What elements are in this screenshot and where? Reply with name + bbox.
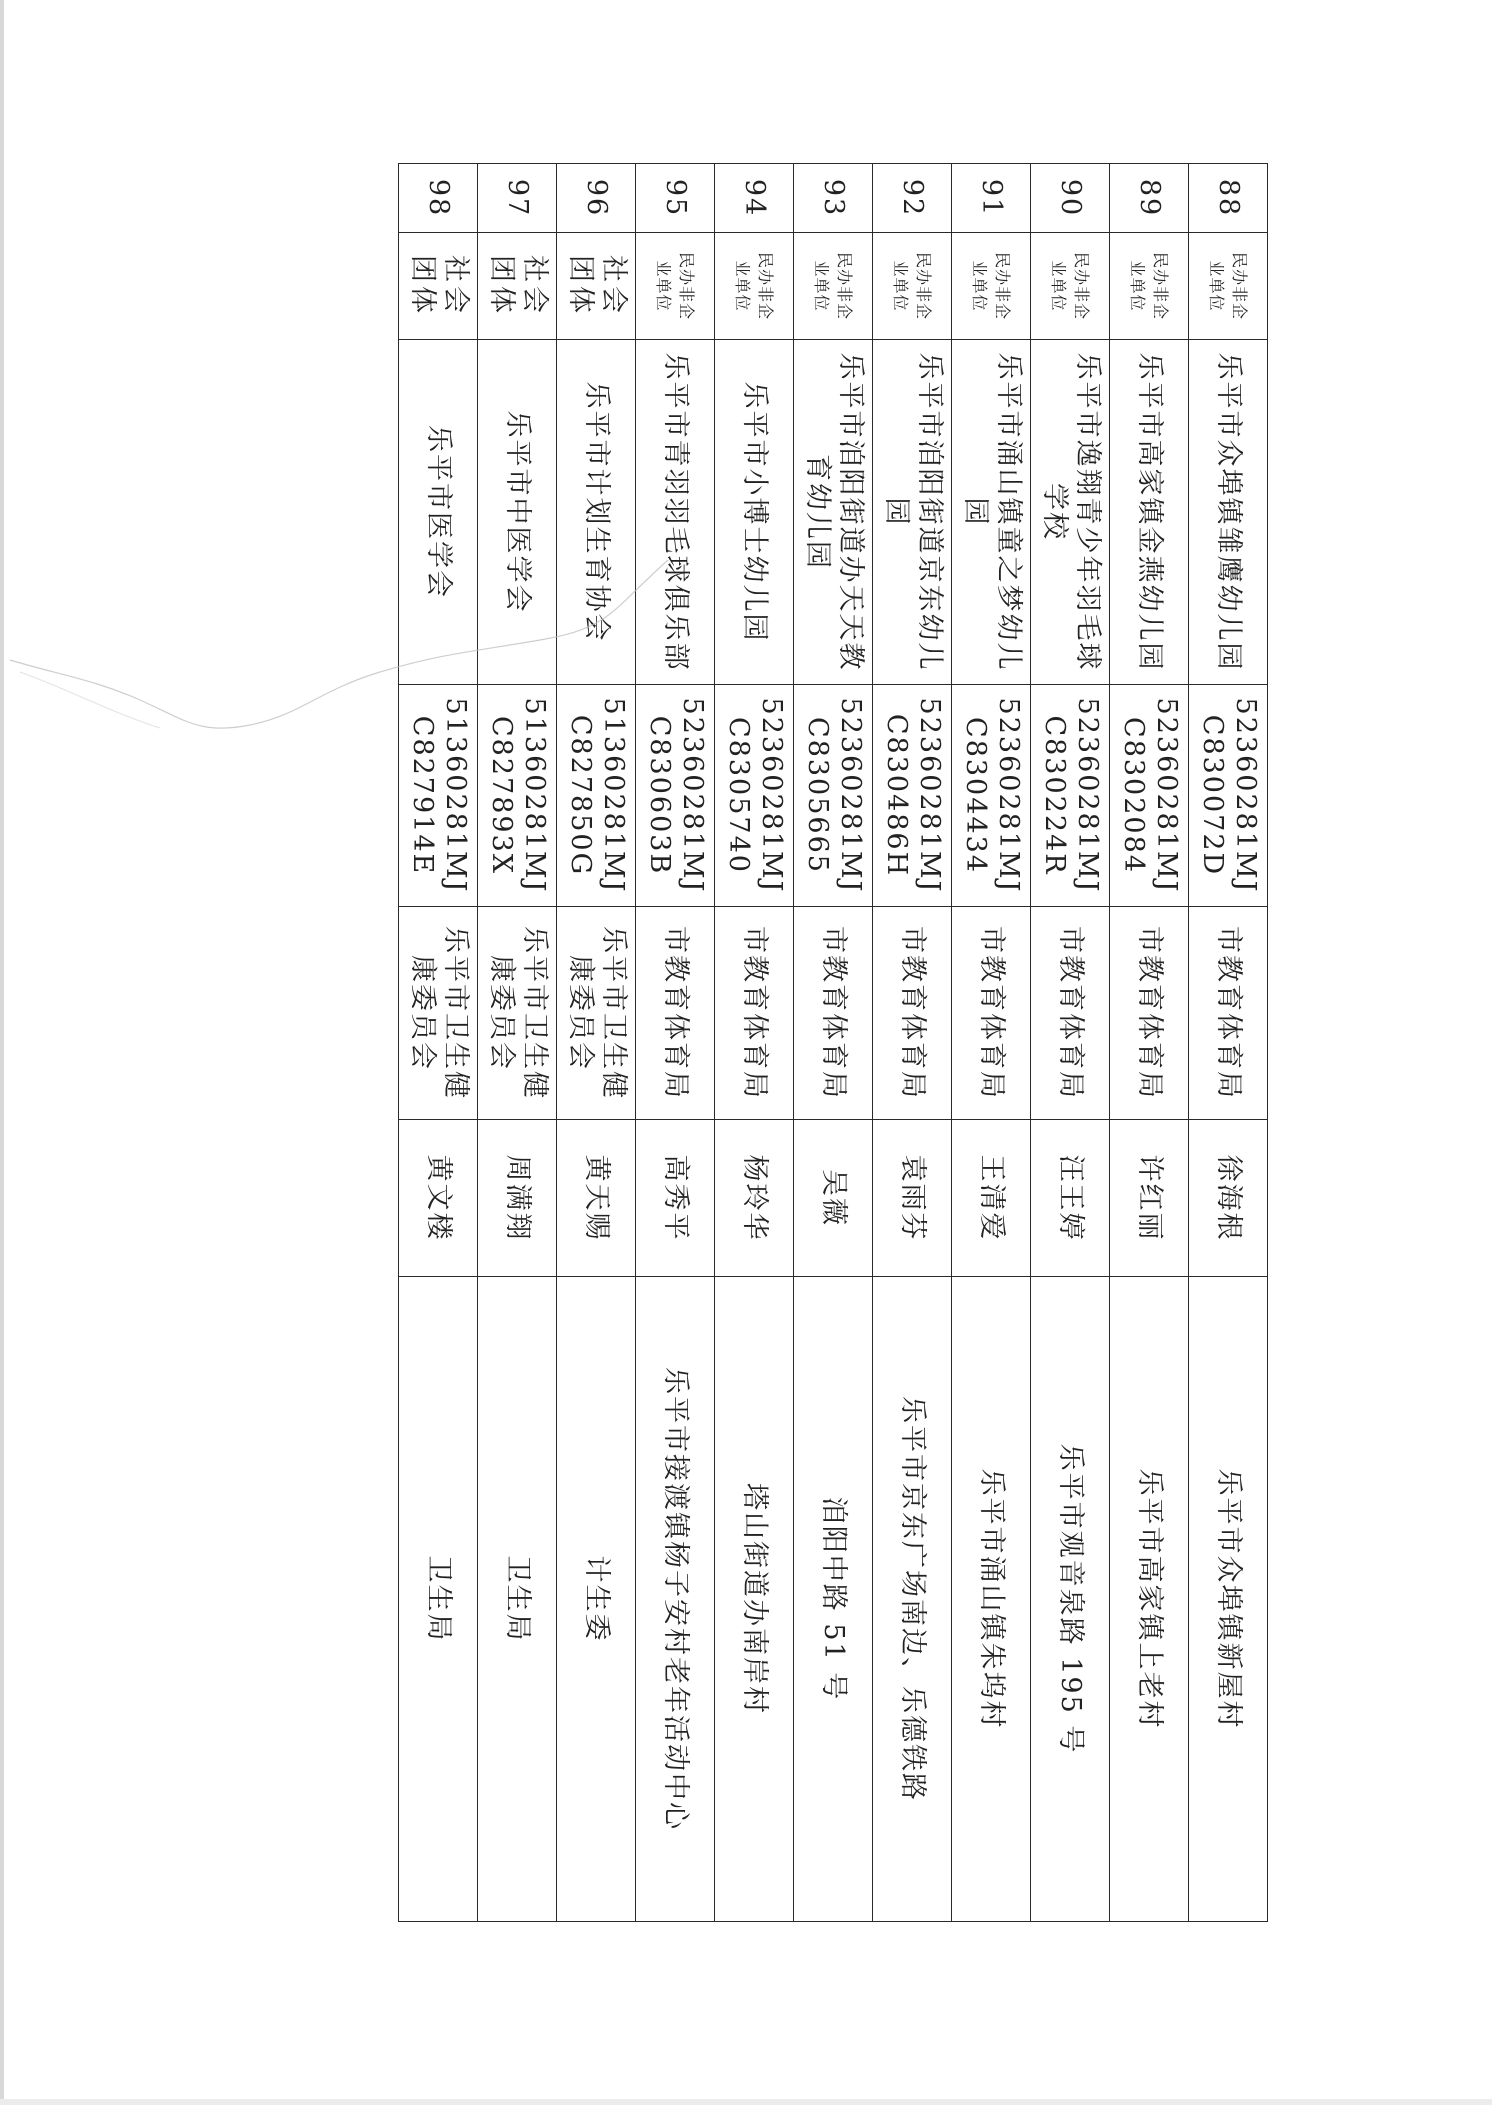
org-type-line: 民办非企: [1151, 251, 1171, 320]
credit-code-cell: 52360281MJC830603B: [636, 685, 715, 907]
table-row: [1110, 164, 1189, 1922]
org-type-cell: [794, 233, 873, 340]
credit-code-cell: 52360281MJC830072D: [1189, 685, 1268, 907]
legal-representative-cell: 杨玲华: [715, 1120, 794, 1277]
table-row: [557, 164, 636, 1922]
org-type-cell: [1110, 233, 1189, 340]
table-row: [873, 164, 952, 1922]
rotated-page: [398, 163, 1268, 1922]
org-name-cell: 乐平市中医学会: [478, 340, 557, 685]
address-cell: 乐平市接渡镇杨子安村老年活动中心: [636, 1277, 715, 1922]
credit-code-cell: 52360281MJC8304434: [952, 685, 1031, 907]
org-type-cell: [1189, 233, 1268, 340]
row-number-cell: 92: [873, 164, 952, 233]
org-name-cell: 乐平市众埠镇雏鹰幼儿园: [1189, 340, 1268, 685]
org-type-line: 业单位: [1207, 260, 1226, 312]
org-type-line: 业单位: [1049, 260, 1068, 312]
supervising-agency-cell: 市教育体育局: [1110, 907, 1189, 1120]
row-number-cell: 95: [636, 164, 715, 233]
org-name-cell: 乐平市青羽羽毛球俱乐部: [636, 340, 715, 685]
org-type-line: 民办非企: [677, 251, 697, 320]
org-type-cell: [478, 233, 557, 340]
credit-code-cell: 52360281MJC830224R: [1031, 685, 1110, 907]
table-row: [636, 164, 715, 1922]
supervising-agency-cell: 市教育体育局: [1031, 907, 1110, 1120]
supervising-agency-cell: 乐平市卫生健康委员会: [557, 907, 636, 1120]
org-type-line: 社会: [518, 255, 550, 317]
legal-representative-cell: 黄文楼: [399, 1120, 478, 1277]
credit-code-cell: 51360281MJC827914E: [399, 685, 478, 907]
supervising-agency-cell: 市教育体育局: [794, 907, 873, 1120]
scan-bottom-edge: [0, 2099, 1492, 2105]
org-type-line: 业单位: [654, 260, 673, 312]
table-row: [1189, 164, 1268, 1922]
row-number-cell: 90: [1031, 164, 1110, 233]
legal-representative-cell: 周满翔: [478, 1120, 557, 1277]
supervising-agency-cell: 市教育体育局: [636, 907, 715, 1120]
org-name-cell: 乐平市医学会: [399, 340, 478, 685]
org-name-cell: 乐平市小博士幼儿园: [715, 340, 794, 685]
org-type-line: 团体: [407, 255, 438, 317]
org-name-cell: 乐平市洎阳街道办天天教育幼儿园: [794, 340, 873, 685]
credit-code-cell: 51360281MJC827850G: [557, 685, 636, 907]
org-type-cell: [1031, 233, 1110, 340]
address-cell: 乐平市高家镇上老村: [1110, 1277, 1189, 1922]
legal-representative-cell: 袁雨芬: [873, 1120, 952, 1277]
row-number-cell: 93: [794, 164, 873, 233]
address-cell: 乐平市京东广场南边、乐德铁路: [873, 1277, 952, 1922]
org-type-line: 民办非企: [756, 251, 776, 320]
supervising-agency-cell: 乐平市卫生健康委员会: [478, 907, 557, 1120]
credit-code-cell: 52360281MJC8305665: [794, 685, 873, 907]
org-name-cell: 乐平市洎阳街道京东幼儿园: [873, 340, 952, 685]
org-name-cell: 乐平市高家镇金燕幼儿园: [1110, 340, 1189, 685]
org-type-line: 团体: [565, 255, 596, 317]
address-cell: 塔山街道办南岸村: [715, 1277, 794, 1922]
credit-code-cell: 52360281MJC8302084: [1110, 685, 1189, 907]
supervising-agency-cell: 市教育体育局: [952, 907, 1031, 1120]
legal-representative-cell: 汪王婷: [1031, 1120, 1110, 1277]
row-number-cell: 97: [478, 164, 557, 233]
org-name-cell: 乐平市逸翔青少年羽毛球学校: [1031, 340, 1110, 685]
legal-representative-cell: 吴薇: [794, 1120, 873, 1277]
legal-representative-cell: 王清爱: [952, 1120, 1031, 1277]
address-cell: 乐平市观音泉路 195 号: [1031, 1277, 1110, 1922]
address-cell: 乐平市众埠镇新屋村: [1189, 1277, 1268, 1922]
legal-representative-cell: 高秀平: [636, 1120, 715, 1277]
org-type-line: 社会: [597, 255, 629, 317]
credit-code-cell: 52360281MJC8305740: [715, 685, 794, 907]
legal-representative-cell: 许红丽: [1110, 1120, 1189, 1277]
org-type-line: 民办非企: [835, 251, 855, 320]
row-number-cell: 88: [1189, 164, 1268, 233]
supervising-agency-cell: 市教育体育局: [873, 907, 952, 1120]
row-number-cell: 89: [1110, 164, 1189, 233]
address-cell: 洎阳中路 51 号: [794, 1277, 873, 1922]
org-type-line: 团体: [486, 255, 517, 317]
org-type-line: 民办非企: [1230, 251, 1250, 320]
row-number-cell: 96: [557, 164, 636, 233]
row-number-cell: 91: [952, 164, 1031, 233]
organization-table: [398, 163, 1268, 1922]
table-row: [715, 164, 794, 1922]
legal-representative-cell: 徐海根: [1189, 1120, 1268, 1277]
org-type-line: 社会: [439, 255, 471, 317]
org-type-cell: [557, 233, 636, 340]
supervising-agency-cell: 市教育体育局: [715, 907, 794, 1120]
supervising-agency-cell: 乐平市卫生健康委员会: [399, 907, 478, 1120]
org-name-cell: 乐平市涌山镇童之梦幼儿园: [952, 340, 1031, 685]
credit-code-cell: 51360281MJC827893X: [478, 685, 557, 907]
table-row: [794, 164, 873, 1922]
table-row: [1031, 164, 1110, 1922]
legal-representative-cell: 黄天赐: [557, 1120, 636, 1277]
row-number-cell: 98: [399, 164, 478, 233]
org-type-line: 业单位: [812, 260, 831, 312]
org-type-cell: [636, 233, 715, 340]
org-type-cell: [873, 233, 952, 340]
org-type-cell: [952, 233, 1031, 340]
supervising-agency-cell: 市教育体育局: [1189, 907, 1268, 1120]
table-row: [399, 164, 478, 1922]
table-row: [478, 164, 557, 1922]
org-type-line: 业单位: [970, 260, 989, 312]
table-body: [399, 164, 1268, 1922]
address-cell: 卫生局: [478, 1277, 557, 1922]
org-type-cell: [715, 233, 794, 340]
org-type-line: 业单位: [1128, 260, 1147, 312]
address-cell: 乐平市涌山镇朱坞村: [952, 1277, 1031, 1922]
address-cell: 计生委: [557, 1277, 636, 1922]
org-type-cell: [399, 233, 478, 340]
org-type-line: 民办非企: [1072, 251, 1092, 320]
address-cell: 卫生局: [399, 1277, 478, 1922]
org-type-line: 民办非企: [993, 251, 1013, 320]
scan-edge: [0, 0, 4, 2105]
org-type-line: 业单位: [733, 260, 752, 312]
row-number-cell: 94: [715, 164, 794, 233]
credit-code-cell: 52360281MJC830486H: [873, 685, 952, 907]
org-name-cell: 乐平市计划生育协会: [557, 340, 636, 685]
table-row: [952, 164, 1031, 1922]
org-type-line: 业单位: [891, 260, 910, 312]
org-type-line: 民办非企: [914, 251, 934, 320]
